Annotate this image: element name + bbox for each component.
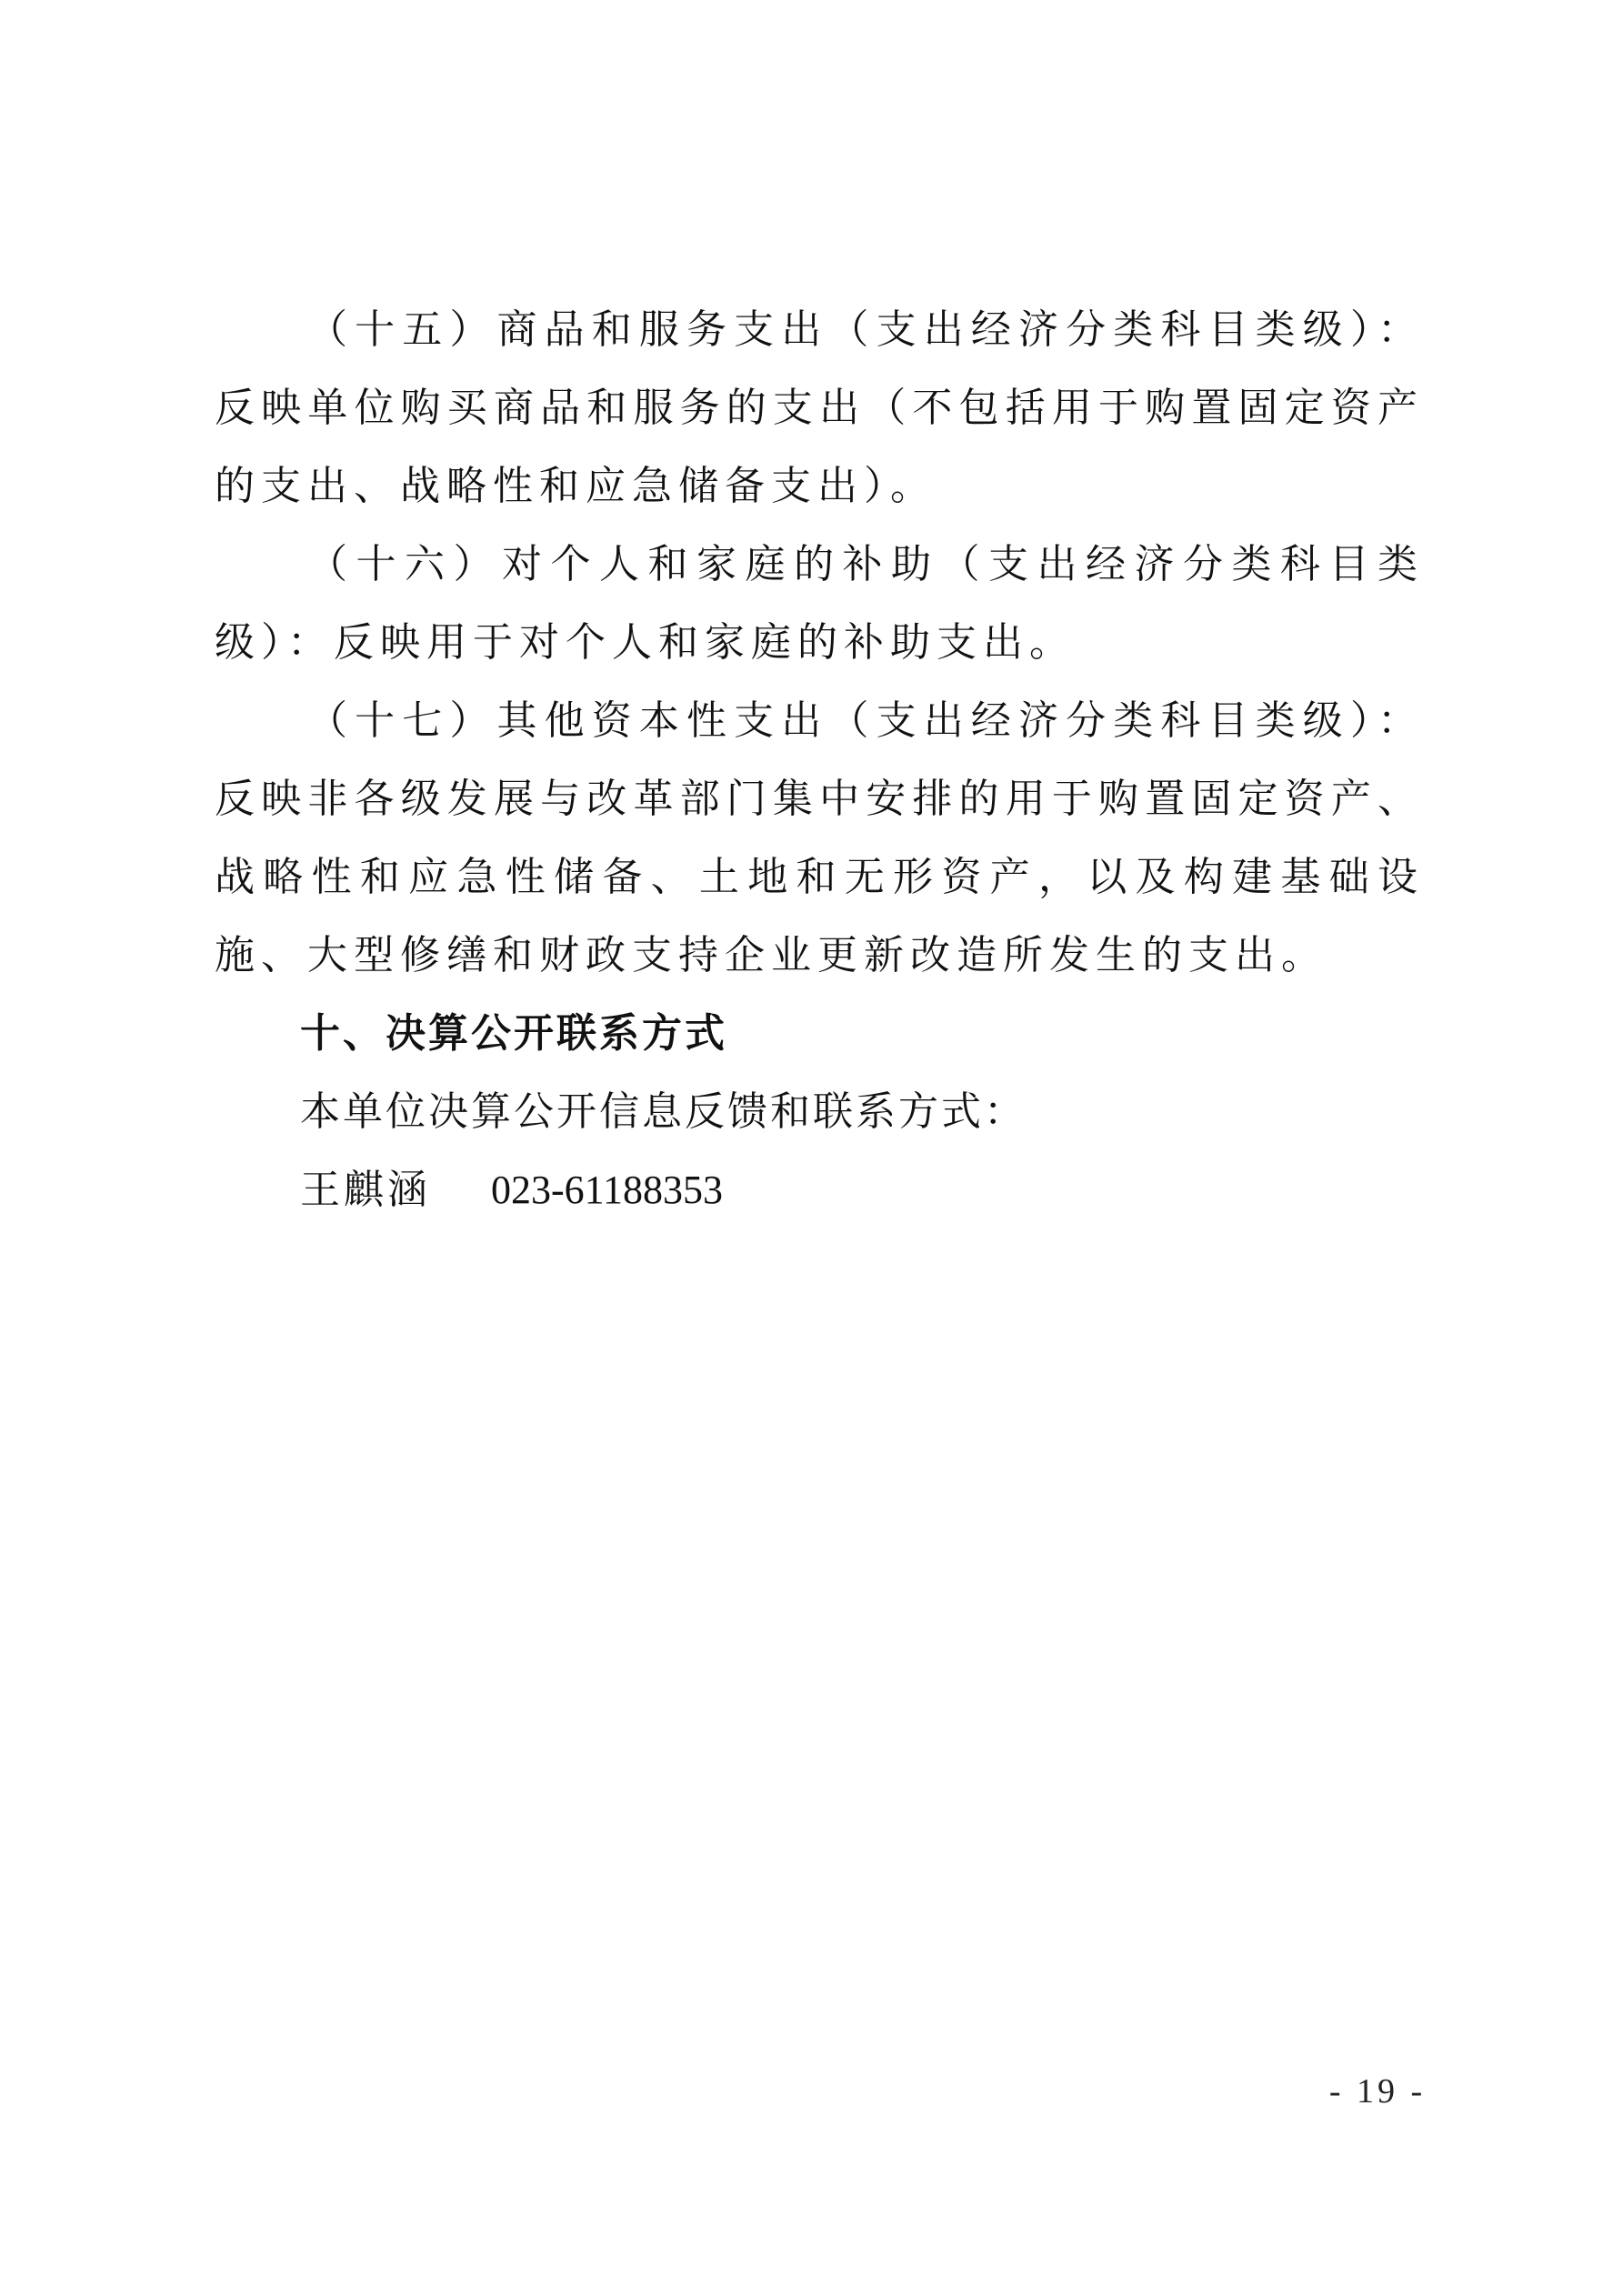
paragraph-other-capital-expenditure: （十七）其他资本性支出（支出经济分类科目类级）：反映非各级发展与改革部门集中安排的用于购置固定资产、战略性和应急性储备、土地和无形资产，以及构建基础设施、大型修缮和财政支持企业更新改造所发生的支出。 [215,697,1424,978]
contact-name: 王麒涵 [300,1167,431,1213]
page-number: - 19 - [1328,2072,1427,2111]
section-heading-contact: 十、决算公开联系方式 [300,1010,727,1057]
page-content [215,291,1424,1229]
paragraph-household-subsidies: （十六）对个人和家庭的补助（支出经济分类科目类级）：反映用于对个人和家庭的补助支出。 [215,541,1424,666]
contact-line [215,1151,1424,1229]
contact-phone: 023-61188353 [491,1168,724,1212]
paragraph-goods-and-services: （十五）商品和服务支出（支出经济分类科目类级）：反映单位购买商品和服务的支出（不包括用于购置固定资产的支出、战略性和应急储备支出）。 [215,306,1424,509]
contact-intro: 本单位决算公开信息反馈和联系方式： [300,1088,1027,1135]
